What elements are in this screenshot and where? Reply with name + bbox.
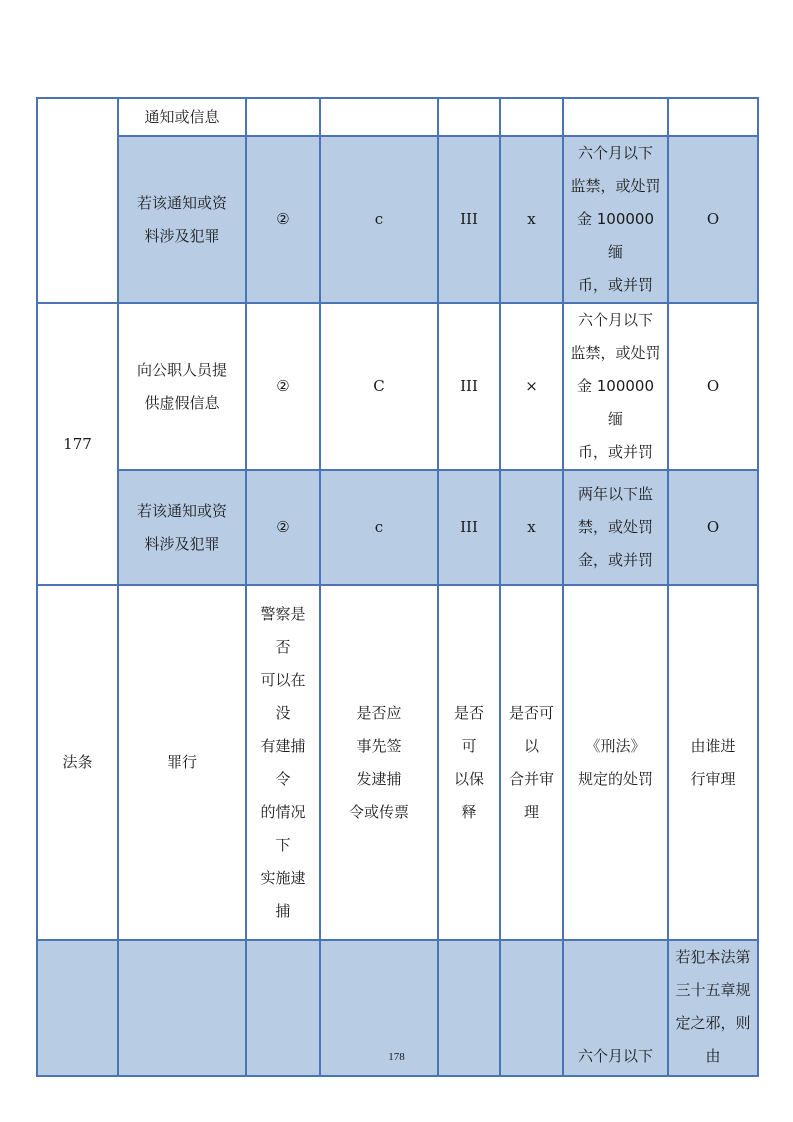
court-cell: O bbox=[668, 303, 758, 470]
warrant-cell: c bbox=[320, 136, 438, 303]
offense-cell: 通知或信息 bbox=[118, 98, 246, 136]
joint-trial-cell: x bbox=[500, 470, 563, 585]
header-offense: 罪行 bbox=[118, 585, 246, 940]
header-section: 法条 bbox=[37, 585, 118, 940]
penalty-cell: 六个月以下 bbox=[563, 940, 668, 1076]
law-table bbox=[36, 97, 759, 1077]
warrant-cell: C bbox=[320, 303, 438, 470]
bail-cell: III bbox=[438, 470, 500, 585]
table-row bbox=[37, 136, 758, 303]
court-cell: O bbox=[668, 470, 758, 585]
joint-trial-cell: × bbox=[500, 303, 563, 470]
section-number: 177 bbox=[37, 303, 118, 585]
court-cell bbox=[668, 98, 758, 136]
arrest-cell: ② bbox=[246, 470, 320, 585]
table-row bbox=[37, 303, 758, 470]
arrest-cell: ② bbox=[246, 136, 320, 303]
section-cell-blank bbox=[37, 98, 118, 303]
penalty-cell: 两年以下监 禁，或处罚 金，或并罚 bbox=[563, 470, 668, 585]
joint-trial-cell bbox=[500, 98, 563, 136]
court-cell: O bbox=[668, 136, 758, 303]
header-penalty: 《刑法》 规定的处罚 bbox=[563, 585, 668, 940]
penalty-cell: 六个月以下 监禁，或处罚 金 100000 缅 币，或并罚 bbox=[563, 136, 668, 303]
warrant-cell: c bbox=[320, 470, 438, 585]
bail-cell bbox=[438, 98, 500, 136]
header-court: 由谁进 行审理 bbox=[668, 585, 758, 940]
offense-cell: 若该通知或资 料涉及犯罪 bbox=[118, 470, 246, 585]
penalty-cell bbox=[563, 98, 668, 136]
court-cell: 若犯本法第 三十五章规 定之邪，则由 bbox=[668, 940, 758, 1076]
page-number: 178 bbox=[388, 1051, 405, 1063]
table-row bbox=[37, 98, 758, 136]
header-joint-trial: 是否可 以 合并审 理 bbox=[500, 585, 563, 940]
arrest-cell: ② bbox=[246, 303, 320, 470]
header-bailable: 是否 可 以保 释 bbox=[438, 585, 500, 940]
bail-cell: III bbox=[438, 136, 500, 303]
header-arrest-without-warrant: 警察是 否 可以在 没 有建捕 令 的情况 下 实施逮 捕 bbox=[246, 585, 320, 940]
joint-trial-cell: x bbox=[500, 136, 563, 303]
bail-cell: III bbox=[438, 303, 500, 470]
arrest-cell bbox=[246, 98, 320, 136]
offense-cell: 若该通知或资 料涉及犯罪 bbox=[118, 136, 246, 303]
offense-cell: 向公职人员提 供虚假信息 bbox=[118, 303, 246, 470]
header-row bbox=[37, 585, 758, 940]
penalty-cell: 六个月以下 监禁，或处罚 金 100000 缅 币，或并罚 bbox=[563, 303, 668, 470]
table-row bbox=[37, 470, 758, 585]
header-warrant-or-summons: 是否应 事先签 发逮捕 令或传票 bbox=[320, 585, 438, 940]
warrant-cell bbox=[320, 98, 438, 136]
